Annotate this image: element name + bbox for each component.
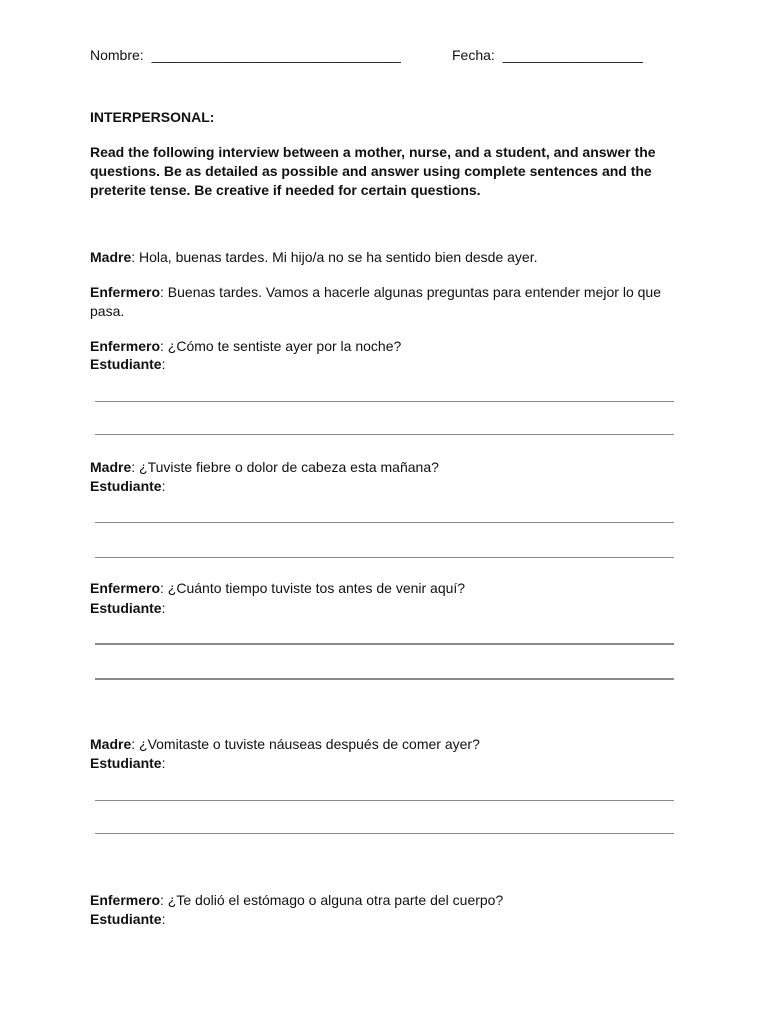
answer-colon: : [161, 911, 166, 927]
answer-label: Estudiante [90, 600, 162, 616]
answer-line[interactable] [95, 643, 674, 645]
answer-line[interactable] [95, 401, 674, 402]
speaker-label: Enfermero [90, 892, 161, 908]
instructions: Read the following interview between a mother, nurse, and a student, and answer the questions. Be as detailed as possible and answer using complete sentences and the preterite tense. Be creative if needed for certain questions. [90, 144, 656, 198]
answer-label-row [90, 599, 165, 617]
question-line [90, 337, 401, 355]
speaker-label: Madre [90, 249, 132, 265]
name-label: Nombre: [90, 47, 144, 63]
question-line [90, 579, 465, 597]
question-line [90, 458, 439, 476]
answer-colon: : [161, 755, 166, 771]
name-field[interactable] [90, 46, 401, 64]
question-text: : ¿Cómo te sentiste ayer por la noche? [160, 338, 402, 354]
speaker-label: Enfermero [90, 338, 161, 354]
question-text: : ¿Te dolió el estómago o alguna otra parte del cuerpo? [160, 892, 504, 908]
answer-line[interactable] [95, 833, 674, 834]
answer-colon: : [161, 600, 166, 616]
question-text: : ¿Vomitaste o tuviste náuseas después de comer ayer? [131, 736, 480, 752]
section-title: INTERPERSONAL: [90, 109, 215, 125]
question-text: : ¿Cuánto tiempo tuviste tos antes de venir aquí? [160, 580, 466, 596]
answer-line[interactable] [95, 434, 674, 435]
date-blank[interactable]: __________________ [502, 47, 643, 63]
answer-line[interactable] [95, 557, 674, 558]
answer-line[interactable] [95, 678, 674, 680]
answer-colon: : [161, 356, 166, 372]
speaker-label: Enfermero [90, 580, 161, 596]
answer-label: Estudiante [90, 478, 162, 494]
question-line [90, 891, 503, 909]
question-line [90, 735, 480, 753]
answer-colon: : [161, 478, 166, 494]
speaker-label: Madre [90, 736, 132, 752]
answer-label-row [90, 910, 165, 928]
answer-line[interactable] [95, 800, 674, 801]
speaker-label: Enfermero [90, 284, 161, 300]
date-label: Fecha: [452, 47, 495, 63]
dialogue-line [90, 248, 538, 266]
answer-label-row [90, 355, 165, 373]
answer-label: Estudiante [90, 755, 162, 771]
speech-text: : Hola, buenas tardes. Mi hijo/a no se ha sentido bien desde ayer. [131, 249, 538, 265]
answer-line[interactable] [95, 522, 674, 523]
answer-label: Estudiante [90, 356, 162, 372]
answer-label-row [90, 477, 165, 495]
name-blank[interactable]: ________________________________ [151, 47, 401, 63]
question-text: : ¿Tuviste fiebre o dolor de cabeza esta mañana? [131, 459, 439, 475]
answer-label: Estudiante [90, 911, 162, 927]
date-field[interactable] [452, 46, 643, 64]
speaker-label: Madre [90, 459, 132, 475]
speech-text: : Buenas tardes. Vamos a hacerle algunas preguntas para entender mejor lo que pasa. [90, 284, 661, 319]
dialogue-line [90, 283, 680, 321]
answer-label-row [90, 754, 165, 772]
